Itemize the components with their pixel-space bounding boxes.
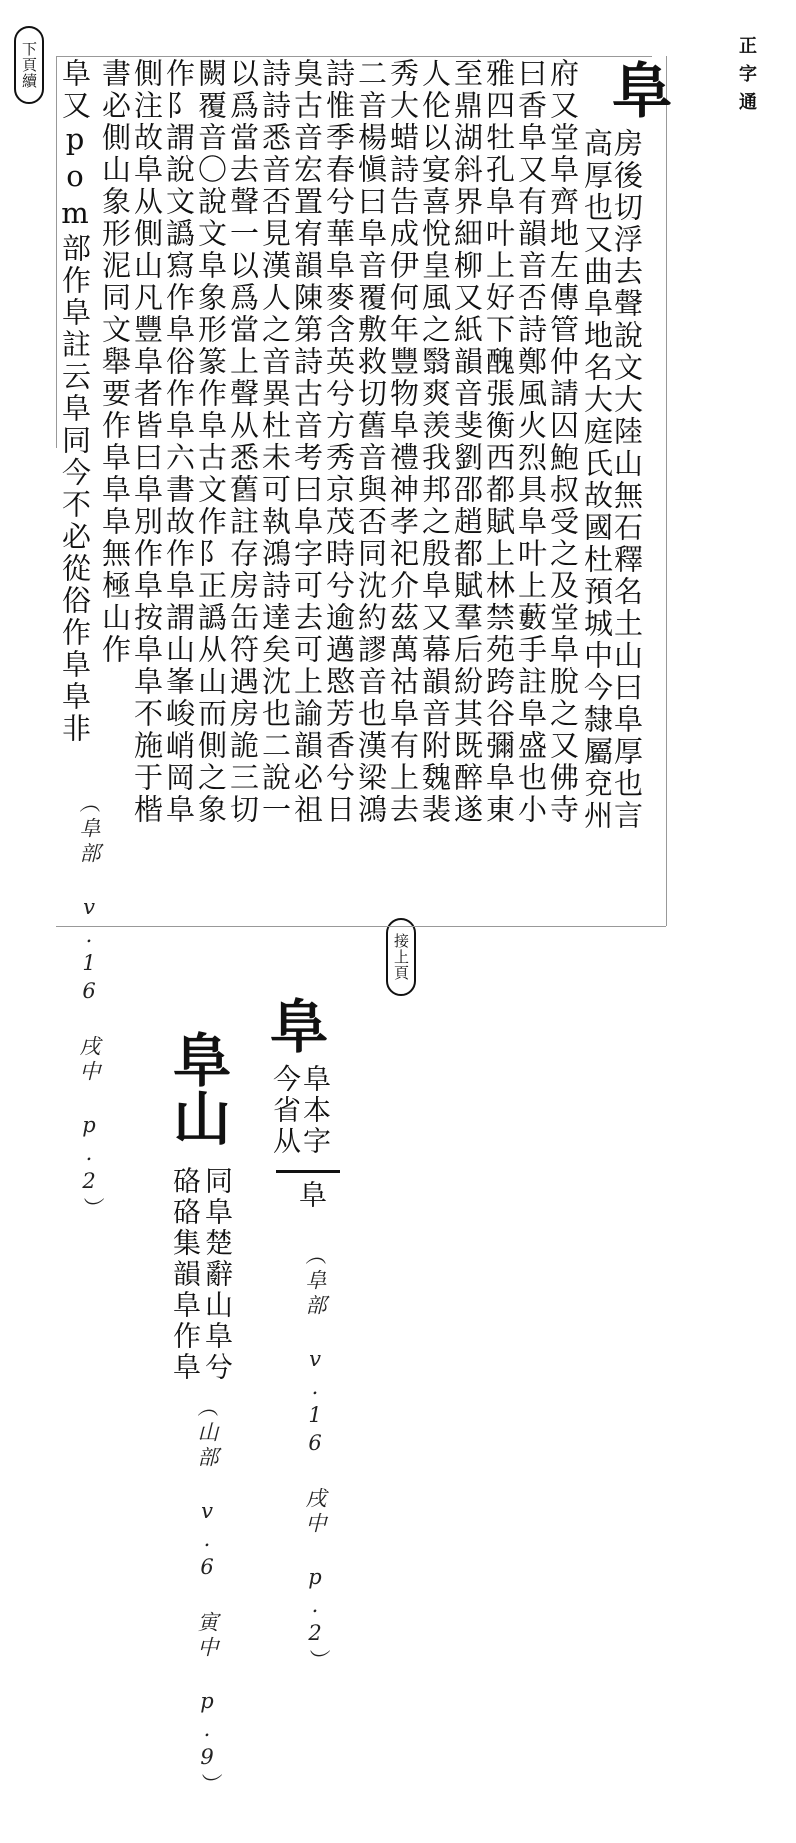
main-entry-column-5: 雅四牡孔阜叶上好下醜張衡西都賦上林禁苑跨谷彌阜東 [482,58,516,826]
main-entry-column-6: 至鼎湖斜界細柳又紙韻音斐劉邵趙都賦羣后紛其既醉遂 [450,58,484,826]
main-entry-column-4: 曰香阜又有韻音否詩鄭風火烈具阜叶上藪手註阜盛也小 [514,58,548,826]
main-entry-column-9: 二音楊愼曰阜音覆敷救切舊音與否同沈約謬音也漢梁鴻 [354,58,388,826]
main-entry-column-17: 書必側山象形泥同文舉要作阜阜阜無極山作 [98,58,132,666]
sub-entry-1-headword: 阜 [270,993,329,1061]
main-entry-column-1: 房後切浮去聲說文大陸山無石釋名土山曰阜厚也言 [610,128,644,832]
sub-entry-1-divider [276,1170,340,1173]
main-entry-column-11: 臭古音宏置宥韻陳第詩古音考曰阜字可去可上諭韻必祖 [290,58,324,826]
sub-entry-2-line-2: 硌硌集韻阜作阜 [169,1166,202,1383]
entry-frame-right-rule [666,56,667,926]
entry-frame-top-rule [56,56,652,57]
main-entry-column-12: 詩詩悉音否見漢人之音異杜未可執鴻詩達矣沈也二說一 [258,58,292,826]
entry-frame-bottom-rule [56,926,666,927]
prev-page-marker: 接上頁 [386,918,416,996]
main-entry-column-8: 秀大蜡詩告成伊何年豐物阜禮神孝祀介茲萬祜阜有上去 [386,58,420,826]
main-entry-column-13: 以爲當去聲一以爲當上聲从悉舊註存房缶符遇房詭三切 [226,58,260,826]
sub-entry-2-headword: 阜山 [163,1030,231,1146]
sub-entry-1-source-note: （阜部 v.16 戌中 p.2） [303,1244,327,1674]
main-entry-source-note: （阜部 v.16 戌中 p.2） [77,792,101,1222]
sub-entry-2-source-note: （山部 v.6 寅中 p.9） [195,1396,219,1798]
main-entry-column-7: 人伦以宴喜悅皇風之翳爽羡我邦之殷阜又幕韻音附魏裴 [418,58,452,826]
page-header-title: 正字通 [736,36,757,120]
main-entry-column-3: 府又堂阜齊地左傳管仲請囚鮑叔受之及堂阜脫之又佛寺 [546,58,580,826]
main-entry-column-15: 作阝謂說文譌寫作阜俗作阜六書故作阜謂山峯峻峭岡阜 [162,58,196,826]
main-entry-column-18: 阜又pom部作阜註云阜同今不必從俗作阜阜非 [58,58,92,745]
sub-entry-2-line-1: 同阜楚辭山阜兮 [201,1166,234,1383]
main-entry-headword: 阜 [612,57,672,127]
sub-entry-1-line-1: 阜本字 [299,1064,332,1157]
main-entry-column-10: 詩惟季春兮華阜麥含英兮方秀京茂時兮逾邁愍芳香兮日 [322,58,356,826]
next-page-marker: 下頁續 [14,26,44,104]
sub-entry-1-tail: 阜 [295,1180,328,1211]
sub-entry-1-line-2: 今省从 [269,1064,302,1157]
entry-frame-left-rule [56,56,57,448]
main-entry-column-14: 闕覆音〇說文阜象形篆作阜古文作阝正譌从山而側之象 [194,58,228,826]
main-entry-column-16: 側注故阜从側山凡豐阜者皆曰阜別作阜按阜阜不施于楷 [130,58,164,826]
main-entry-column-2: 高厚也又曲阜地名大庭氏故國杜預城中今隸屬兗州 [580,128,614,832]
